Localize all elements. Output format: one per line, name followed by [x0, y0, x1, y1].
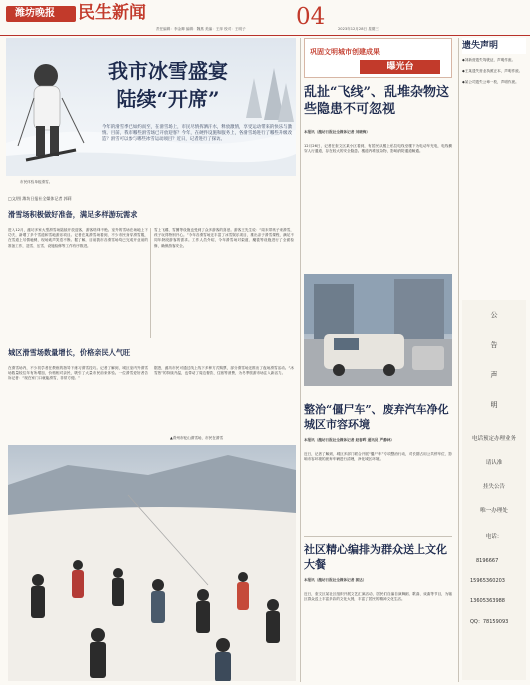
- ad-service: 请认准: [485, 460, 503, 466]
- ad-char: 公: [490, 311, 498, 319]
- article-2-headline: 整治“僵尸车”、废弃汽车净化城区市容环境: [304, 403, 449, 431]
- article-column-1: 进入12月，潍坊多家大型滑雪场陆续开放迎客，游客络绎不绝。室外的雪场在场地上下功夫，新增了多个雪道和雪地游乐项目。记者在某滑雪场看到，不少市民身穿滑雪服，在雪道上尽情驰骋，现场欢声笑语不断。据了解，目前我市各滑雪场均已完成开业前的准备工作，造雪、压雪、设施检修等工作有序推进。: [8, 228, 148, 248]
- byline: □文/图 潍坊日报社全媒体记者 郭莉: [8, 196, 72, 201]
- ad-phone: 15965360203: [470, 578, 505, 584]
- article-column-4: 据悉，潍坊市民可通过线上线下多种方式购票，部分滑雪场还推出了夜场滑雪活动。“冰雪热”的持续升温，也带动了周边餐饮、住宿等消费，为冬季旅游市场注入新活力。: [154, 366, 294, 376]
- ski-photo-caption: ▲青州市驼山滑雪场，市民在滑雪: [170, 436, 224, 440]
- hero-headline: [58, 57, 278, 127]
- ad-phone: 13605363988: [470, 598, 505, 604]
- hero-summary: 今年的滑雪季已如约而至，在滑雪场上，市民尽情挥洒汗水，释放激情，享受运动带来的快乐与激情。目前，我市哪些滑雪场已开放迎客？今年，在硬件设施和服务上，各滑雪场进行了哪些升级改造？滑雪可以参与哪些冰雪运动项目？近日，记者进行了探访。: [102, 125, 292, 143]
- ad-phone: 8196667: [476, 558, 499, 564]
- ad-service: 电话预定办理业务: [471, 436, 516, 442]
- ad-contact-block: [462, 300, 526, 680]
- ski-resort-photo: [8, 445, 296, 681]
- subheading-1: 滑雪场积极做好准备，满足多样游玩需求: [8, 210, 138, 219]
- ski-crowd-illustration: [8, 445, 296, 681]
- article-1-headline: 乱扯“飞线”、乱堆杂物这些隐患不可忽视: [304, 85, 449, 117]
- subheading-2: 城区滑雪场数量增长，价格亲民人气旺: [8, 348, 131, 357]
- editor-info: 责任编辑：李金卿 编辑：魏燕 美编：王萍 校对：王明子: [156, 27, 246, 31]
- notice-item: ◆刘新营遗失驾驶证，声明作废。: [462, 58, 516, 62]
- ad-char: 声: [490, 371, 498, 379]
- column-divider: [150, 228, 151, 338]
- section-title: 民生新闻: [78, 3, 146, 23]
- banner-label: 曝光台: [360, 60, 440, 74]
- issue-date: 2023年12月28日 星期三: [338, 27, 379, 31]
- article-3-headline: 社区精心编排为群众送上文化大餐: [304, 543, 447, 571]
- notice-list: [462, 58, 526, 258]
- article-column-2: 雪上飞碟、雪圈等设施也受到了众多游客的喜爱。游客王先生说：“周末带孩子来滑雪，孩子玩得特别开心。”今年各滑雪场还丰富了冰雪娱乐项目，推出亲子滑雪课程，满足不同年龄段游客的需求。工作人员介绍，今年滑雪场对索道、魔毯等设施进行了全面检修，确保游客安全。: [154, 228, 294, 248]
- article-3-author: 本报讯（潍坊日报社全媒体记者 郭达）: [304, 578, 367, 582]
- column-divider: [300, 38, 301, 682]
- article-3-body: 近日，奎文区某社区组织开展文艺汇演活动，居民们自编自演舞蹈、歌曲、戏曲等节目，为辖区群众送上丰富多彩的文化大餐，丰富了居民的精神文化生活。: [304, 592, 452, 602]
- ad-char: 告: [490, 341, 498, 349]
- sidebar-title: 遗失声明: [462, 38, 526, 54]
- notice-item: ◆某公司遗失公章一枚，声明作废。: [462, 80, 519, 85]
- hero-headline-line1: 我市冰雪盛宴: [108, 59, 228, 83]
- section-divider: [304, 536, 452, 537]
- article-column-3: 在滑雪场内，不少初学者在教练的指导下练习滑雪技巧。记者了解到，城区室内外滑雪场数量较往年有所增加，价格相对亲民，吸引了大量市民前来体验。一位滑雪爱好者告诉记者：“现在家门口就能滑雪，非常方便。”: [8, 366, 148, 381]
- newspaper-logo-text: 潍坊晚报: [15, 8, 55, 19]
- article-1-author: 本报讯（潍坊日报社全媒体记者 刘晓梅）: [304, 130, 370, 134]
- street-illustration: [304, 274, 452, 386]
- ad-phone-label: 电话：: [485, 534, 503, 540]
- page-number: 04: [296, 4, 326, 30]
- article-1-body: 12月26日，记者在奎文区某小区看到，有居民从楼上私拉电线至楼下为电动车充电，电线横穿人行通道，存在较大的安全隐患。楼道内堆放杂物，影响消防通道畅通。: [304, 144, 452, 154]
- article-2-body: 近日，记者了解到，城区多部门联合开展“僵尸车”专项整治行动，对长期占用公共停车位、影响市容环境的废弃车辆进行清理，净化城区环境。: [304, 452, 452, 462]
- ad-service: 挂失公告: [482, 484, 505, 490]
- hero-caption: 市民体验单板滑雪。: [20, 180, 53, 184]
- ad-char: 明: [490, 401, 498, 409]
- ad-qq: QQ：78159093: [470, 619, 509, 625]
- hero-headline-line2: 陆续“开席”: [116, 87, 220, 111]
- banner-headline: 巩固文明城市创建成果: [310, 47, 380, 56]
- notice-item: ◆王某遗失营业执照正本，声明作废。: [462, 69, 523, 74]
- article-2-author: 本报讯（潍坊日报社全媒体记者 赵春晖 通讯员 严静林）: [304, 438, 395, 442]
- ad-service: 唯一办理处: [480, 508, 508, 514]
- vehicle-photo: [304, 274, 452, 386]
